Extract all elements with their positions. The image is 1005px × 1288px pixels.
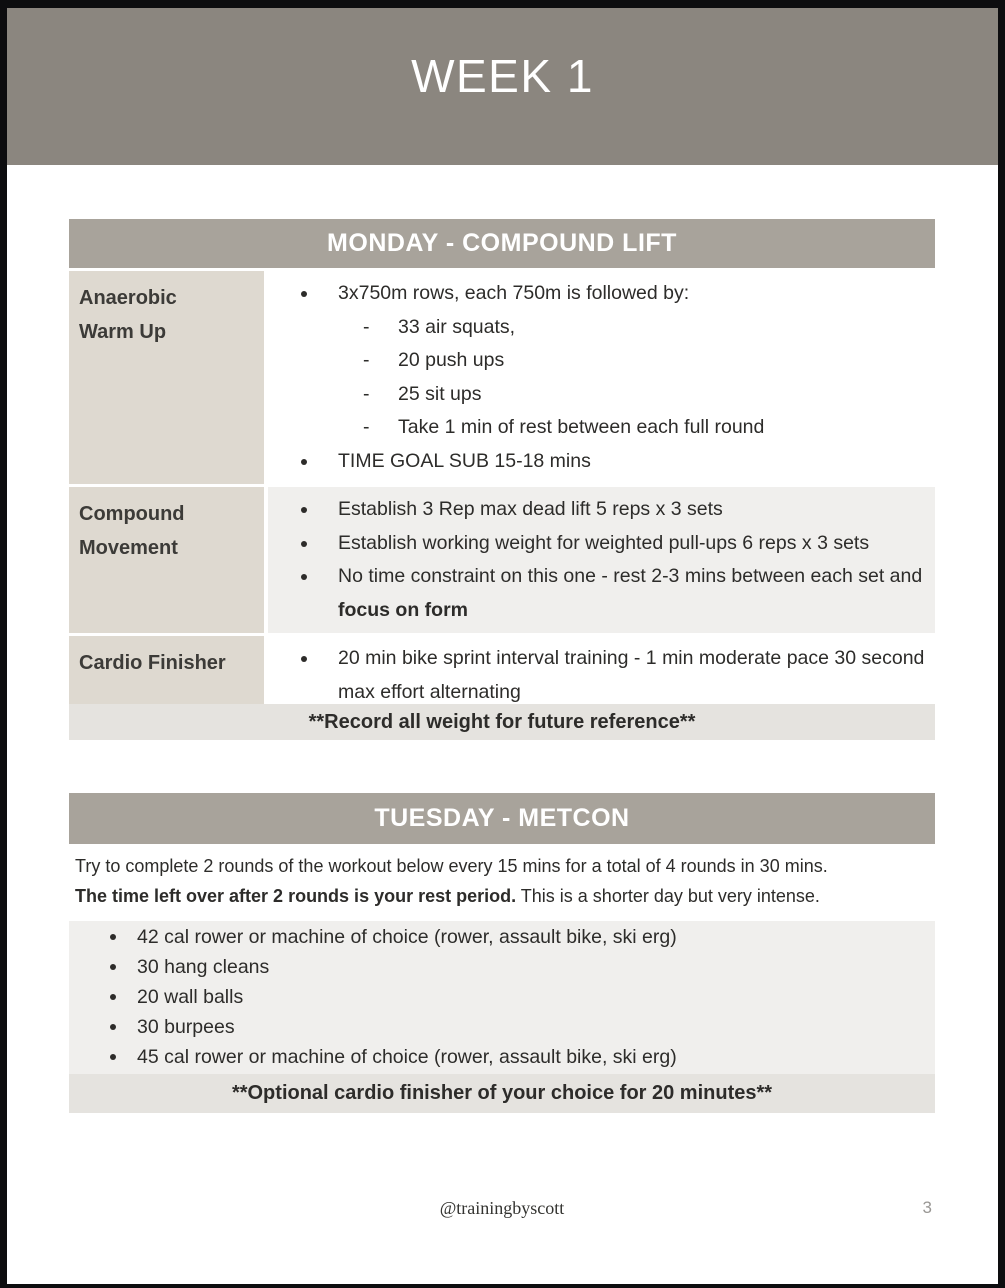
bullet-list	[268, 277, 927, 478]
monday-table	[69, 271, 935, 718]
bullet-item: 3x750m rows, each 750m is followed by:	[268, 277, 927, 311]
table-row	[69, 271, 935, 484]
row-label: Cardio Finisher	[69, 636, 264, 715]
monday-header-label: MONDAY - COMPOUND LIFT	[327, 229, 677, 257]
bullet-item: No time constraint on this one - rest 2-3 mins between each set and focus on form	[268, 560, 927, 627]
sub-bullet-item: - 33 air squats,	[268, 311, 927, 345]
page-footer	[69, 1198, 935, 1226]
sub-bullet-item: - 20 push ups	[268, 344, 927, 378]
row-content-cell	[268, 487, 935, 633]
sub-bullet-item: - 25 sit ups	[268, 378, 927, 412]
bullet-item: 30 burpees	[69, 1012, 935, 1042]
monday-footnote-band	[69, 704, 935, 740]
bullet-item: 45 cal rower or machine of choice (rower, assault bike, ski erg)	[69, 1042, 935, 1072]
sub-bullet-item: - Take 1 min of rest between each full round	[268, 411, 927, 445]
week-title-band	[7, 8, 998, 165]
tuesday-intro-rest: This is a shorter day but very intense.	[516, 886, 820, 906]
row-label: Compound Movement	[69, 487, 264, 633]
tuesday-workout-box	[69, 921, 935, 1074]
tuesday-header-band	[69, 793, 935, 844]
page-title: WEEK 1	[411, 49, 594, 102]
table-row	[69, 487, 935, 633]
tuesday-footnote: **Optional cardio finisher of your choice for 20 minutes**	[231, 1082, 773, 1104]
bullet-item: 20 min bike sprint interval training - 1 min moderate pace 30 second max effort alternating	[268, 642, 927, 709]
tuesday-intro-line1: Try to complete 2 rounds of the workout below every 15 mins for a total of 4 rounds in 30 mins.	[75, 856, 828, 876]
tuesday-footnote-band	[69, 1074, 935, 1113]
bullet-item: TIME GOAL SUB 15-18 mins	[268, 445, 927, 479]
monday-header-band	[69, 219, 935, 268]
row-content-cell	[268, 271, 935, 484]
bullet-item: 42 cal rower or machine of choice (rower, assault bike, ski erg)	[69, 922, 935, 952]
page-number: 3	[922, 1198, 932, 1217]
bullet-list	[268, 493, 927, 627]
bullet-item: Establish working weight for weighted pull-ups 6 reps x 3 sets	[268, 527, 927, 561]
document-page	[7, 8, 998, 1284]
tuesday-header-label: TUESDAY - METCON	[374, 804, 630, 832]
bullet-list	[268, 642, 927, 709]
row-label: Anaerobic Warm Up	[69, 271, 264, 484]
tuesday-intro-line2	[75, 881, 943, 911]
tuesday-intro	[75, 851, 943, 911]
footer-handle: @trainingbyscott	[439, 1198, 565, 1218]
bullet-item: 30 hang cleans	[69, 952, 935, 982]
monday-footnote: **Record all weight for future reference**	[308, 710, 696, 733]
bullet-item: Establish 3 Rep max dead lift 5 reps x 3 sets	[268, 493, 927, 527]
bullet-item: 20 wall balls	[69, 982, 935, 1012]
tuesday-bullet-list	[69, 922, 935, 1072]
tuesday-intro-bold: The time left over after 2 rounds is your rest period.	[75, 886, 517, 906]
